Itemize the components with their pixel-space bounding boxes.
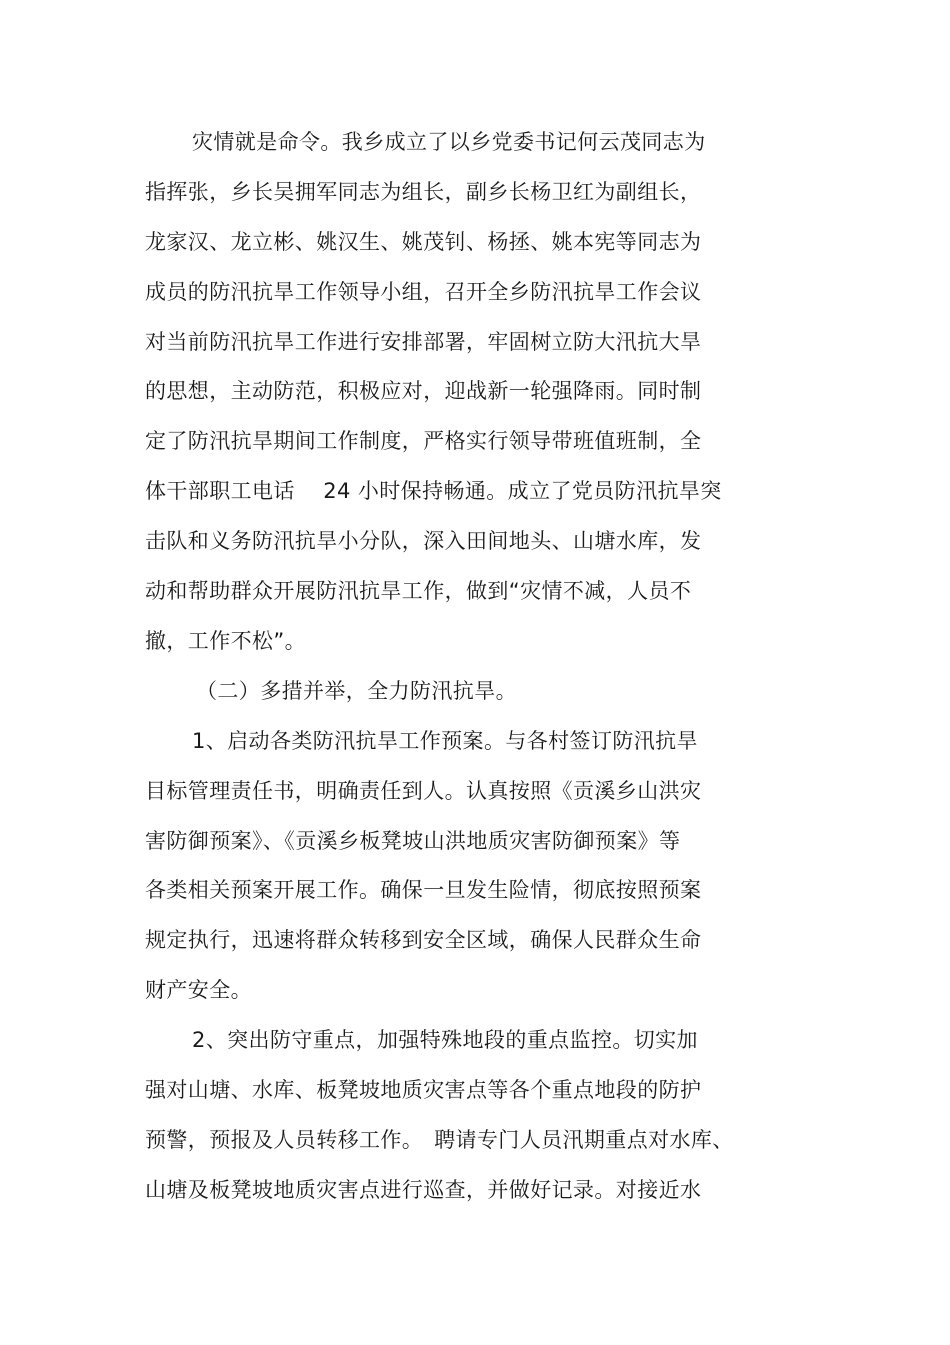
paragraph-line: 龙家汉、龙立彬、姚汉生、姚茂钊、杨拯、姚本宪等同志为 [145,230,702,254]
paragraph-line: 规定执行，迅速将群众转移到安全区域，确保人民群众生命 [145,928,702,952]
paragraph-line: 各类相关预案开展工作。确保一旦发生险情，彻底按照预案 [145,878,702,902]
paragraph-line: 财产安全。 [145,978,252,1002]
paragraph-line: 1、启动各类防汛抗旱工作预案。与各村签订防汛抗旱 [192,729,698,753]
paragraph-line: 体干部职工电话 24 小时保持畅通。成立了党员防汛抗旱突 [145,479,722,503]
paragraph-line: 成员的防汛抗旱工作领导小组，召开全乡防汛抗旱工作会议 [145,280,702,304]
paragraph-line: 灾情就是命令。我乡成立了以乡党委书记何云茂同志为 [192,130,706,154]
paragraph-line: 的思想，主动防范，积极应对，迎战新一轮强降雨。同时制 [145,379,702,403]
paragraph-line: 目标管理责任书，明确责任到人。认真按照《贡溪乡山洪灾 [145,779,702,803]
paragraph-line: 击队和义务防汛抗旱小分队，深入田间地头、山塘水库，发 [145,529,702,553]
paragraph-line: 定了防汛抗旱期间工作制度，严格实行领导带班值班制，全 [145,429,702,453]
paragraph-line: 强对山塘、水库、板凳坡地质灾害点等各个重点地段的防护 [145,1078,702,1102]
paragraph-line: 山塘及板凳坡地质灾害点进行巡查，并做好记录。对接近水 [145,1178,702,1202]
paragraph-line: 动和帮助群众开展防汛抗旱工作，做到“灾情不减，人员不 [145,579,692,603]
section-heading: （二）多措并举，全力防汛抗旱。 [196,679,517,703]
paragraph-line: 2、突出防守重点，加强特殊地段的重点监控。切实加 [192,1028,698,1052]
paragraph-line: 指挥张，乡长吴拥军同志为组长，副乡长杨卫红为副组长， [145,180,702,204]
paragraph-line: 撤，工作不松”。 [145,629,307,653]
paragraph-line: 预警，预报及人员转移工作。 聘请专门人员汛期重点对水库、 [145,1128,734,1152]
paragraph-line: 害防御预案》、《贡溪乡板凳坡山洪地质灾害防御预案》等 [145,829,681,853]
paragraph-line: 对当前防汛抗旱工作进行安排部署，牢固树立防大汛抗大旱 [145,330,702,354]
